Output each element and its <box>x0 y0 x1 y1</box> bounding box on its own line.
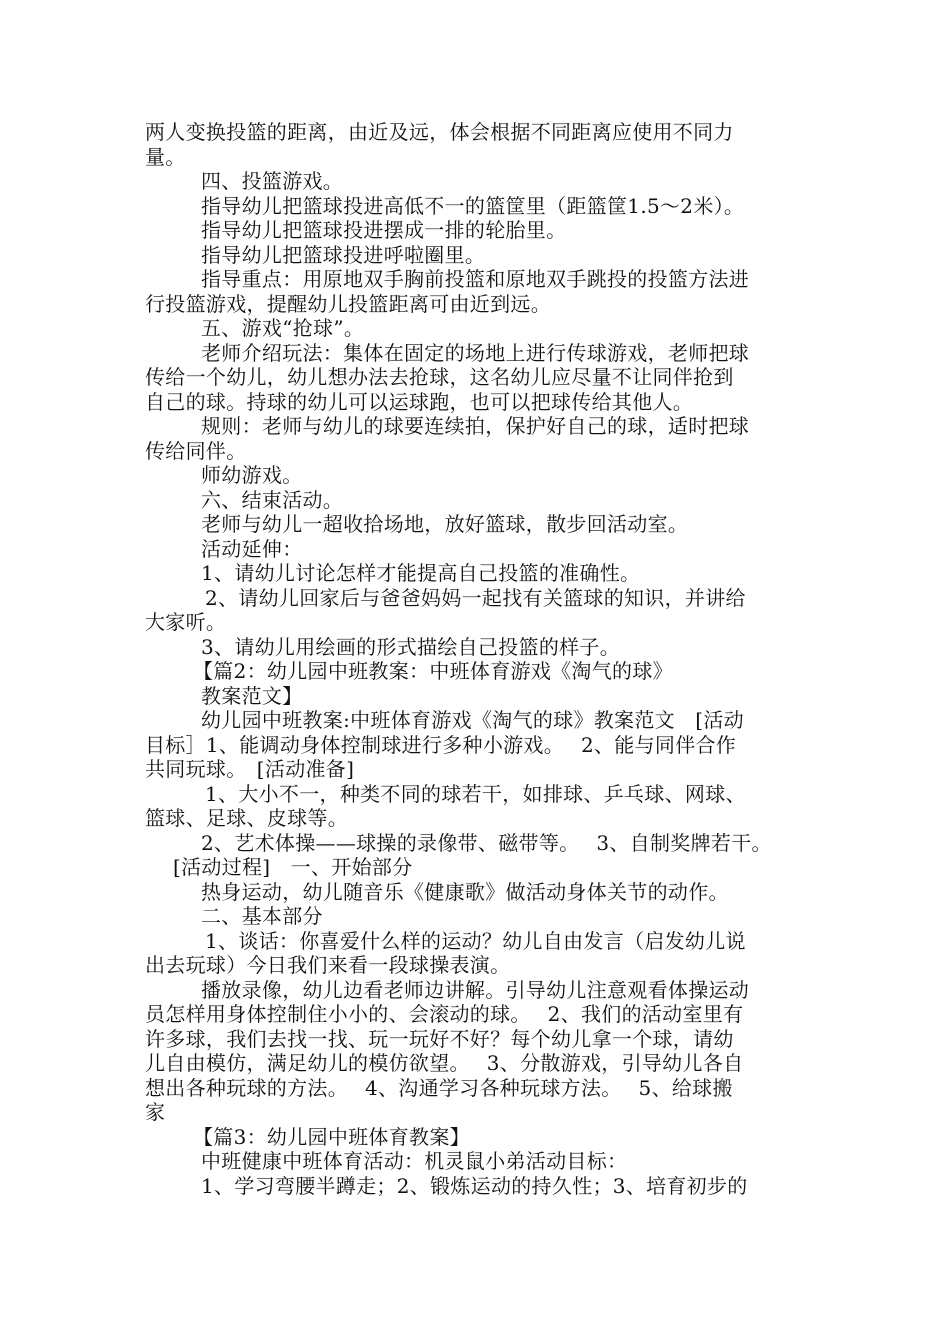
text-line: 【篇3：幼儿园中班体育教案】 <box>193 1124 470 1149</box>
text-line: 指导幼儿把篮球投进呼啦圈里。 <box>201 242 486 267</box>
text-line: 1、请幼儿讨论怎样才能提高自己投篮的准确性。 <box>201 561 641 585</box>
text-line: 老师介绍玩法：集体在固定的场地上进行传球游戏，老师把球 <box>201 340 750 365</box>
text-line: 传给同伴。 <box>145 438 247 463</box>
text-line: 老师与幼儿一超收拾场地，放好篮球，散步回活动室。 <box>201 512 689 536</box>
text-line: 传给一个幼儿，幼儿想办法去抢球，这名幼儿应尽量不让同伴抢到 <box>145 365 734 389</box>
text-line: 家 <box>145 1100 166 1124</box>
text-line: 自己的球。持球的幼儿可以运球跑，也可以把球传给其他人。 <box>145 389 694 414</box>
text-line: 员怎样用身体控制住小小的、会滚动的球。 2、我们的活动室里有 <box>145 1002 744 1026</box>
text-line: [活动过程] 一、开始部分 <box>173 855 413 879</box>
text-line: 出去玩球）今日我们来看一段球操表演。 <box>145 953 511 977</box>
text-line: 【篇2：幼儿园中班教案：中班体育游戏《淘气的球》 <box>193 659 673 683</box>
text-line: 指导幼儿把篮球投进摆成一排的轮胎里。 <box>201 218 567 242</box>
text-line: 师幼游戏。 <box>201 463 303 487</box>
text-line: 热身运动，幼儿随音乐《健康歌》做活动身体关节的动作。 <box>201 879 729 904</box>
text-line: 儿自由模仿，满足幼儿的模仿欲望。 3、分散游戏，引导幼儿各自 <box>145 1051 744 1075</box>
text-line: 2、请幼儿回家后与爸爸妈妈一起找有关篮球的知识，并讲给 <box>205 585 746 610</box>
text-line: 1、谈话：你喜爱什么样的运动？幼儿自由发言（启发幼儿说 <box>205 928 746 953</box>
text-line: 篮球、足球、皮球等。 <box>145 806 348 830</box>
text-line: 五、游戏“抢球”。 <box>201 316 365 340</box>
text-line: 行投篮游戏，提醒幼儿投篮距离可由近到远。 <box>145 291 551 316</box>
text-line: 活动延伸： <box>201 536 303 561</box>
text-line: 1、学习弯腰半蹲走；2、锻炼运动的持久性；3、培育初步的 <box>201 1173 748 1198</box>
text-line: 目标］1、能调动身体控制球进行多种小游戏。 2、能与同伴合作 <box>145 732 737 757</box>
text-line: 播放录像，幼儿边看老师边讲解。引导幼儿注意观看体操运动 <box>201 977 750 1002</box>
text-line: 六、结束活动。 <box>201 487 344 512</box>
text-line: 3、请幼儿用绘画的形式描绘自己投篮的样子。 <box>201 634 621 659</box>
text-line: 想出各种玩球的方法。 4、沟通学习各种玩球方法。 5、给球搬 <box>145 1075 733 1100</box>
text-line: 规则：老师与幼儿的球要连续拍，保护好自己的球，适时把球 <box>201 414 750 438</box>
text-line: 许多球，我们去找一找、玩一玩好不好？每个幼儿拿一个球，请幼 <box>145 1026 734 1051</box>
text-line: 量。 <box>145 144 186 169</box>
text-line: 2、艺术体操——球操的录像带、磁带等。 3、自制奖牌若干。 <box>201 830 772 855</box>
text-line: 1、大小不一，种类不同的球若干，如排球、乒乓球、网球、 <box>205 781 746 806</box>
text-line: 教案范文】 <box>201 683 303 708</box>
document-body <box>145 120 817 1198</box>
text-line: 二、基本部分 <box>201 904 323 928</box>
text-line: 大家听。 <box>145 610 227 634</box>
text-line: 指导重点：用原地双手胸前投篮和原地双手跳投的投篮方法进 <box>201 267 750 291</box>
text-line: 中班健康中班体育活动：机灵鼠小弟活动目标： <box>201 1149 628 1173</box>
text-line: 共同玩球。 [活动准备] <box>145 757 355 781</box>
text-line: 两人变换投篮的距离，由近及远，体会根据不同距离应使用不同力 <box>145 120 734 144</box>
text-line: 幼儿园中班教案:中班体育游戏《淘气的球》教案范文 [活动 <box>201 708 744 732</box>
text-line: 指导幼儿把篮球投进高低不一的篮筐里（距篮筐1.5～2米）。 <box>201 193 745 218</box>
text-line: 四、投篮游戏。 <box>201 169 344 193</box>
